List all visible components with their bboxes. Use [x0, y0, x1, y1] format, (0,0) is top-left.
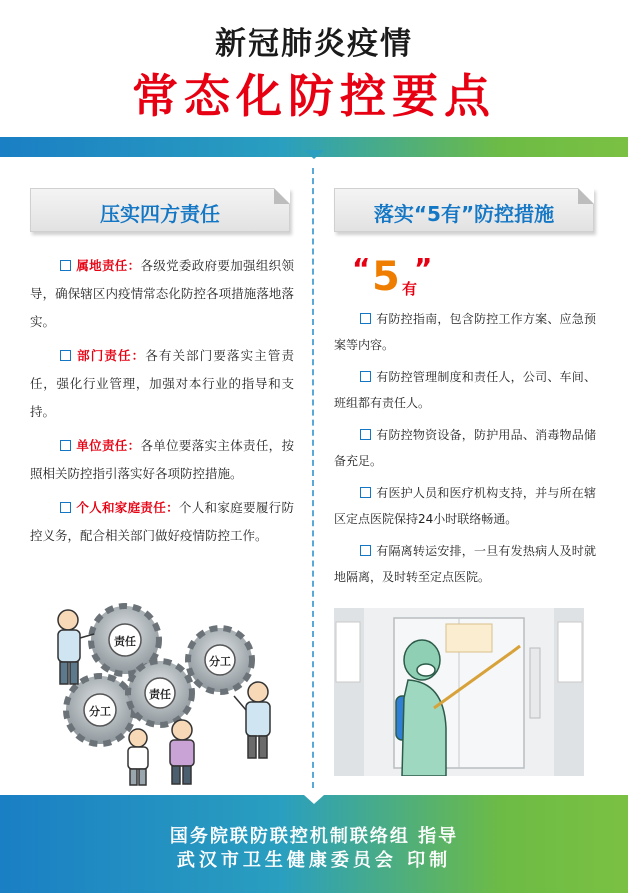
worker-icon [128, 729, 148, 785]
checkbox-icon [60, 260, 71, 271]
measure-item [334, 422, 596, 474]
checkbox-icon [360, 313, 371, 324]
bottom-band-notch [304, 795, 324, 804]
left-heading-tab [30, 188, 290, 232]
checkbox-icon [60, 350, 71, 361]
measure-text: 有防控指南，包含防控工作方案、应急预案等内容。 [334, 312, 596, 352]
measure-text: 有医护人员和医疗机构支持，并与所在辖区定点医院保持24小时联络畅通。 [334, 486, 596, 526]
responsibility-item [30, 252, 294, 336]
responsibility-item [30, 494, 294, 550]
gear-label: 分工 [209, 655, 231, 668]
right-heading: 落实“5有”防控措施 [373, 202, 555, 226]
left-heading: 压实四方责任 [100, 202, 220, 226]
responsibility-text: 各有关部门要落实主管责任，强化行业管理，加强对本行业的指导和支持。 [30, 348, 294, 419]
measure-item [334, 538, 596, 590]
responsibility-item [30, 432, 294, 488]
gear-label: 责任 [114, 635, 136, 648]
checkbox-icon [360, 429, 371, 440]
gear-label: 分工 [89, 705, 111, 718]
column-divider [312, 168, 314, 788]
gear-icon [66, 676, 134, 744]
poster-subtitle: 新冠肺炎疫情 [215, 26, 413, 62]
five-number: 5 [372, 254, 400, 300]
checkbox-icon [360, 371, 371, 382]
checkbox-icon [60, 440, 71, 451]
measure-text: 有隔离转运安排，一旦有发热病人及时就地隔离，及时转至定点医院。 [334, 544, 596, 584]
worker-icon [170, 720, 194, 784]
responsibility-text: 各单位要落实主体责任，按照相关防控指引落实好各项防控措施。 [30, 438, 294, 481]
gears-teamwork-illustration [30, 598, 292, 788]
responsibility-label: 单位责任： [76, 438, 141, 453]
right-heading-tab [334, 188, 594, 232]
measures-list [334, 306, 596, 596]
responsibility-item [30, 342, 294, 426]
gear-icon [128, 661, 192, 725]
checkbox-icon [360, 487, 371, 498]
gear-icon [188, 628, 252, 692]
measure-text: 有防控管理制度和责任人，公司、车间、班组都有责任人。 [334, 370, 596, 410]
close-quote: ” [414, 252, 433, 285]
top-band-notch [304, 150, 324, 159]
open-quote: “ [352, 252, 371, 285]
responsibilities-list [30, 252, 294, 556]
footer-printer: 武汉市卫生健康委员会 印制 [176, 850, 452, 871]
gear-label: 责任 [149, 688, 171, 701]
responsibility-label: 个人和家庭责任： [76, 500, 179, 515]
worker-icon [234, 682, 270, 758]
measure-text: 有防控物资设备，防护用品、消毒物品储备充足。 [334, 428, 596, 468]
responsibility-text: 各级党委政府要加强组织领导，确保辖区内疫情常态化防控各项措施落地落实。 [30, 258, 294, 329]
responsibility-label: 部门责任： [76, 348, 146, 363]
five-suffix: 有 [402, 280, 418, 298]
checkbox-icon [360, 545, 371, 556]
five-measures-emblem [352, 252, 472, 302]
worker-icon [58, 610, 94, 684]
measure-item [334, 306, 596, 358]
measure-item [334, 364, 596, 416]
disinfection-illustration [334, 608, 584, 776]
checkbox-icon [60, 502, 71, 513]
measure-item [334, 480, 596, 532]
footer-guidance: 国务院联防联控机制联络组 指导 [169, 826, 459, 847]
poster-title: 常态化防控要点 [132, 69, 496, 123]
responsibility-label: 属地责任： [76, 258, 141, 273]
responsibility-text: 个人和家庭要履行防控义务，配合相关部门做好疫情防控工作。 [30, 500, 294, 543]
